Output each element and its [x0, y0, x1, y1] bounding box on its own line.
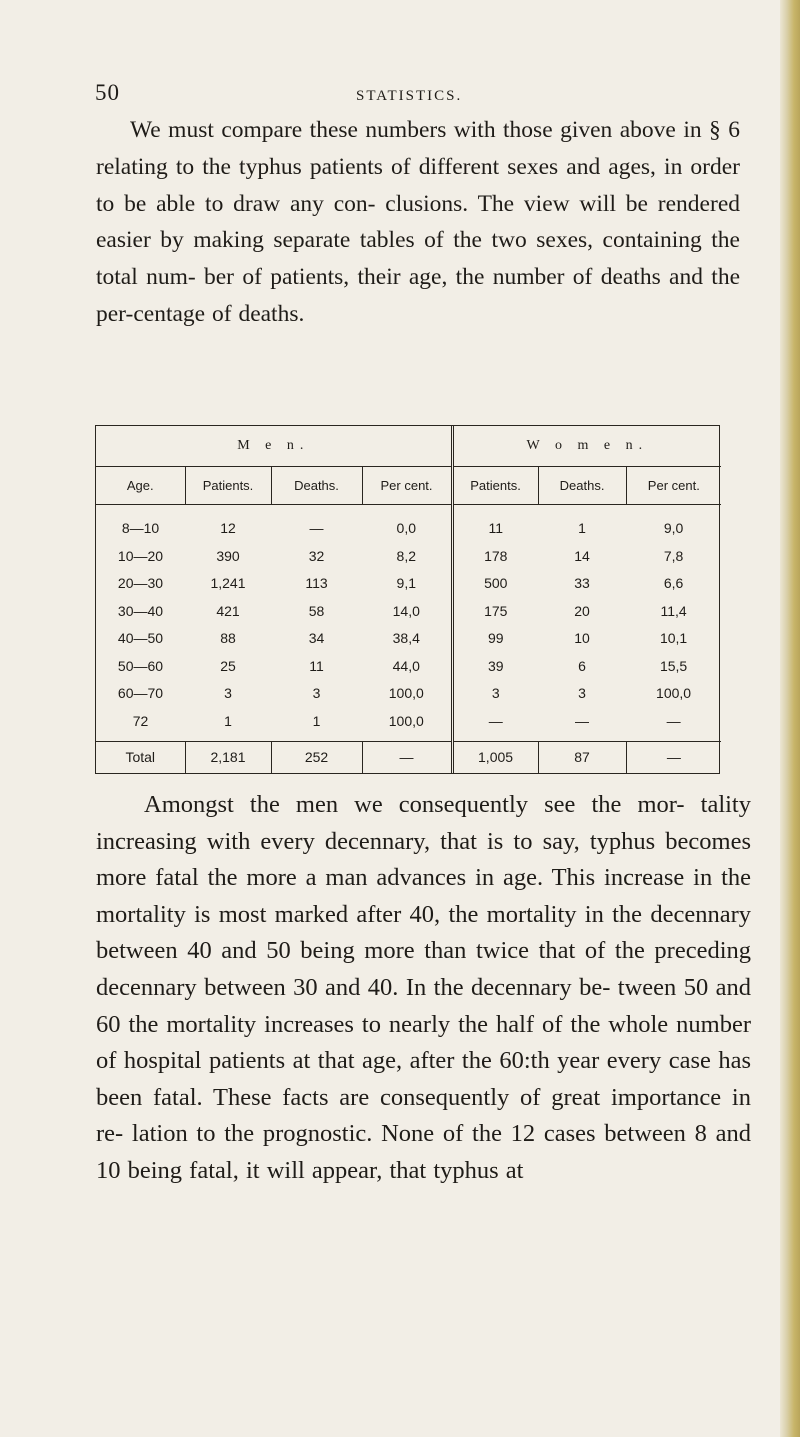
cell-women-deaths: —	[575, 712, 590, 729]
cell-men-patients: 1,241	[210, 575, 246, 592]
page-number: 50	[95, 80, 120, 105]
cell-women-per-cent: 10,1	[659, 630, 688, 647]
cell-age: 60—70	[117, 685, 164, 702]
cell-women-per-cent: 7,8	[663, 547, 684, 564]
cell-men-per-cent: 9,1	[396, 575, 416, 592]
cell-women-deaths: 1	[578, 520, 586, 537]
cell-women-per-cent: —	[666, 712, 681, 729]
col-age: Age.	[96, 467, 185, 505]
cell-total-men-deaths: 252	[271, 741, 362, 773]
cell-men-deaths: 1	[312, 712, 321, 729]
cell-women-patients: 99	[452, 625, 538, 653]
mortality-table	[95, 425, 720, 774]
paragraph-analysis: Amongst the men we consequently see the mor- tality increasing with every decennary, that is to say, typhus becomes more fatal the more a man advances in age. This increase in the mortality is most marked after 40, the mortality in the decennary between 40 and 50 being more than twice that of the preceding decennary between 30 and 40. In the decennary be- tween 50 and 60 the mortality increases to nearly the half of the whole number of hospital patients at that age, after the 60:th year every case has been fatal. These facts are consequently of great importance in re- lation to the prognostic. None of the 12 cases between 8 and 10 being fatal, it will appear, that typhus at	[96, 791, 751, 1184]
cell-men-per-cent: 14,0	[392, 602, 420, 619]
cell-women-per-cent: 100,0	[656, 685, 692, 702]
table-row	[96, 652, 721, 680]
cell-men-patients: 3	[224, 685, 232, 702]
mortality-table-grid	[96, 426, 721, 773]
cell-women-deaths: 10	[574, 630, 590, 647]
cell-total-men-per-cent: —	[362, 741, 452, 773]
col-men-patients: Patients.	[185, 467, 271, 505]
cell-women-per-cent: 6,6	[663, 575, 684, 592]
col-men-per-cent: Per cent.	[362, 467, 452, 505]
cell-women-patients: —	[452, 707, 538, 735]
cell-age: 40—50	[117, 630, 164, 647]
table-row	[96, 542, 721, 570]
cell-age: 20—30	[117, 575, 164, 592]
table-row	[96, 515, 721, 543]
men-group-label: M e n.	[96, 426, 452, 467]
cell-age: 8—10	[121, 520, 160, 537]
cell-women-patients: 11	[452, 515, 538, 543]
table-row	[96, 597, 721, 625]
cell-men-patients: 12	[220, 520, 236, 537]
col-women-per-cent: Per cent.	[626, 467, 721, 505]
cell-women-per-cent: 9,0	[663, 520, 684, 537]
cell-men-deaths: 113	[305, 575, 328, 592]
table-row	[96, 570, 721, 598]
cell-men-deaths: 58	[308, 602, 325, 619]
cell-age: 50—60	[117, 657, 164, 674]
paragraph-intro: We must compare these numbers with those given above in § 6 relating to the typhus patients of different sexes and ages, in order to be able to draw any con- clusions. The view will be rendered easier by making separate tables of the two sexes, containing the total num- ber of patients, their age, the number of deaths and the per-centage of deaths.	[96, 117, 740, 327]
cell-men-patients: 25	[220, 657, 236, 674]
cell-women-per-cent: 11,4	[660, 602, 687, 619]
cell-total-label: Total	[96, 741, 185, 773]
running-head	[0, 80, 800, 112]
cell-total-women-deaths: 87	[538, 741, 626, 773]
table-row	[96, 625, 721, 653]
cell-men-deaths: 11	[309, 657, 324, 674]
cell-men-patients: 421	[216, 602, 240, 619]
cell-men-deaths: 3	[312, 685, 321, 702]
cell-total-women-per-cent: —	[626, 741, 721, 773]
cell-men-patients: 1	[224, 712, 232, 729]
cell-age: 30—40	[117, 602, 164, 619]
running-title: STATISTICS.	[356, 88, 463, 104]
cell-age: 72	[132, 712, 149, 729]
cell-women-patients: 178	[452, 542, 538, 570]
cell-women-deaths: 6	[578, 657, 586, 674]
cell-women-patients: 500	[452, 570, 538, 598]
table-column-header	[96, 467, 721, 505]
cell-total-women-patients: 1,005	[452, 741, 538, 773]
col-men-deaths: Deaths.	[271, 467, 362, 505]
cell-men-patients: 88	[220, 630, 236, 647]
table-row	[96, 707, 721, 735]
table-group-header	[96, 426, 721, 467]
cell-women-patients: 175	[452, 597, 538, 625]
page-edge	[780, 0, 800, 1437]
cell-men-per-cent: 38,4	[392, 630, 420, 647]
col-women-patients: Patients.	[452, 467, 538, 505]
cell-total-men-patients: 2,181	[185, 741, 271, 773]
cell-women-deaths: 3	[578, 685, 586, 702]
cell-men-per-cent: 44,0	[392, 657, 420, 674]
cell-women-patients: 39	[452, 652, 538, 680]
cell-men-deaths: 32	[308, 547, 325, 564]
cell-age: 10—20	[117, 547, 164, 564]
table-total-row	[96, 741, 721, 773]
cell-women-per-cent: 15,5	[659, 657, 688, 674]
cell-men-deaths: —	[309, 520, 324, 537]
cell-women-deaths: 20	[574, 602, 590, 619]
women-group-label: W o m e n.	[452, 426, 721, 467]
cell-women-deaths: 14	[574, 547, 590, 564]
cell-women-deaths: 33	[574, 575, 590, 592]
cell-men-patients: 390	[216, 547, 240, 564]
cell-men-per-cent: 100,0	[388, 712, 424, 729]
cell-men-per-cent: 0,0	[396, 520, 416, 537]
table-row	[96, 680, 721, 708]
col-women-deaths: Deaths.	[538, 467, 626, 505]
cell-men-per-cent: 100,0	[388, 685, 424, 702]
cell-women-patients: 3	[452, 680, 538, 708]
cell-men-deaths: 34	[308, 630, 325, 647]
cell-men-per-cent: 8,2	[396, 547, 416, 564]
